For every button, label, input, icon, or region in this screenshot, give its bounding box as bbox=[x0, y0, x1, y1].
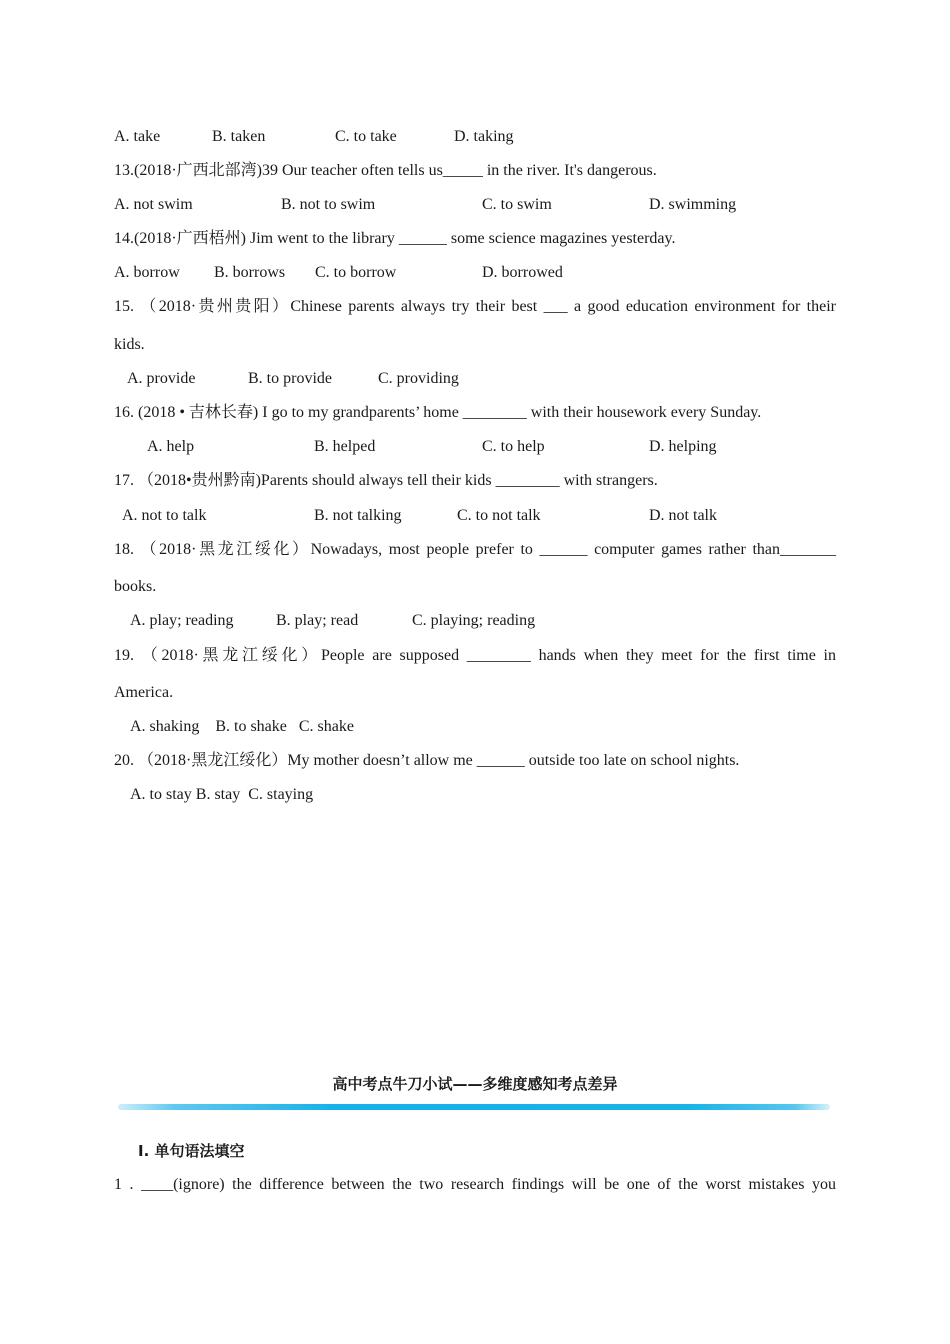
q16-option-c: C. to help bbox=[482, 438, 545, 455]
q15-option-a: A. provide bbox=[127, 370, 196, 387]
q16-option-b: B. helped bbox=[314, 438, 376, 455]
q14-option-b: B. borrows bbox=[214, 264, 286, 281]
q15-option-b: B. to provide bbox=[248, 370, 332, 387]
subsection-title: Ⅰ. 单句语法填空 bbox=[138, 1142, 245, 1160]
q14-option-d: D. borrowed bbox=[482, 264, 563, 281]
q13-stem: 13.(2018·广西北部湾)39 Our teacher often tells us_____ in the river. It's dangerous. bbox=[114, 162, 657, 179]
section-title: 高中考点牛刀小试——多维度感知考点差异 bbox=[332, 1075, 618, 1093]
q14-option-a: A. borrow bbox=[114, 264, 180, 281]
q14-option-c: C. to borrow bbox=[315, 264, 397, 281]
q20-options: A. to stay B. stay C. staying bbox=[130, 786, 314, 803]
q17-option-b: B. not talking bbox=[314, 507, 402, 524]
q15-stem: 15. （2018·贵州贵阳）Chinese parents always try their best ___ a good education environment for their bbox=[114, 298, 836, 315]
q17-option-d: D. not talk bbox=[649, 507, 717, 524]
q17-options bbox=[0, 506, 950, 526]
q13-option-d: D. swimming bbox=[649, 196, 737, 213]
item1-text: 1 . ____(ignore) the difference between the two research findings will be one of the worst mistakes you bbox=[114, 1176, 836, 1193]
q12-options bbox=[0, 127, 950, 147]
q15-option-c: C. providing bbox=[378, 370, 459, 387]
q19-stem-cont: America. bbox=[114, 684, 174, 701]
q17-option-a: A. not to talk bbox=[122, 507, 207, 524]
q18-stem-cont: books. bbox=[114, 578, 157, 595]
q16-option-d: D. helping bbox=[649, 438, 717, 455]
q17-stem: 17. （2018•贵州黔南)Parents should always tell their kids ________ with strangers. bbox=[114, 472, 658, 489]
q13-option-c: C. to swim bbox=[482, 196, 552, 213]
q15-stem-cont: kids. bbox=[114, 336, 145, 353]
q18-option-c: C. playing; reading bbox=[412, 612, 536, 629]
q12-option-d: D. taking bbox=[454, 128, 514, 145]
q18-option-a: A. play; reading bbox=[130, 612, 234, 629]
q14-options bbox=[0, 263, 950, 283]
q13-option-b: B. not to swim bbox=[281, 196, 376, 213]
q16-option-a: A. help bbox=[147, 438, 195, 455]
q16-stem: 16. (2018 • 吉林长春) I go to my grandparents’ home ________ with their housework every Sunday. bbox=[114, 404, 762, 421]
q18-option-b: B. play; read bbox=[276, 612, 359, 629]
q12-option-a: A. take bbox=[114, 128, 161, 145]
q19-stem: 19. （2018·黑龙江绥化）People are supposed ________ hands when they meet for the first time in bbox=[114, 647, 836, 664]
q12-option-b: B. taken bbox=[212, 128, 266, 145]
q18-stem: 18. （2018·黑龙江绥化）Nowadays, most people prefer to ______ computer games rather than_______ bbox=[114, 541, 836, 558]
q20-stem: 20. （2018·黑龙江绥化）My mother doesn’t allow me ______ outside too late on school nights. bbox=[114, 752, 740, 769]
q18-options bbox=[0, 611, 950, 631]
q15-options bbox=[0, 369, 950, 389]
q14-stem: 14.(2018·广西梧州) Jim went to the library ______ some science magazines yesterday. bbox=[114, 230, 676, 247]
q12-option-c: C. to take bbox=[335, 128, 397, 145]
q17-option-c: C. to not talk bbox=[457, 507, 541, 524]
section-divider bbox=[118, 1104, 830, 1110]
q13-options bbox=[0, 195, 950, 215]
q19-options: A. shaking B. to shake C. shake bbox=[130, 718, 354, 735]
q13-option-a: A. not swim bbox=[114, 196, 193, 213]
q16-options bbox=[0, 437, 950, 457]
